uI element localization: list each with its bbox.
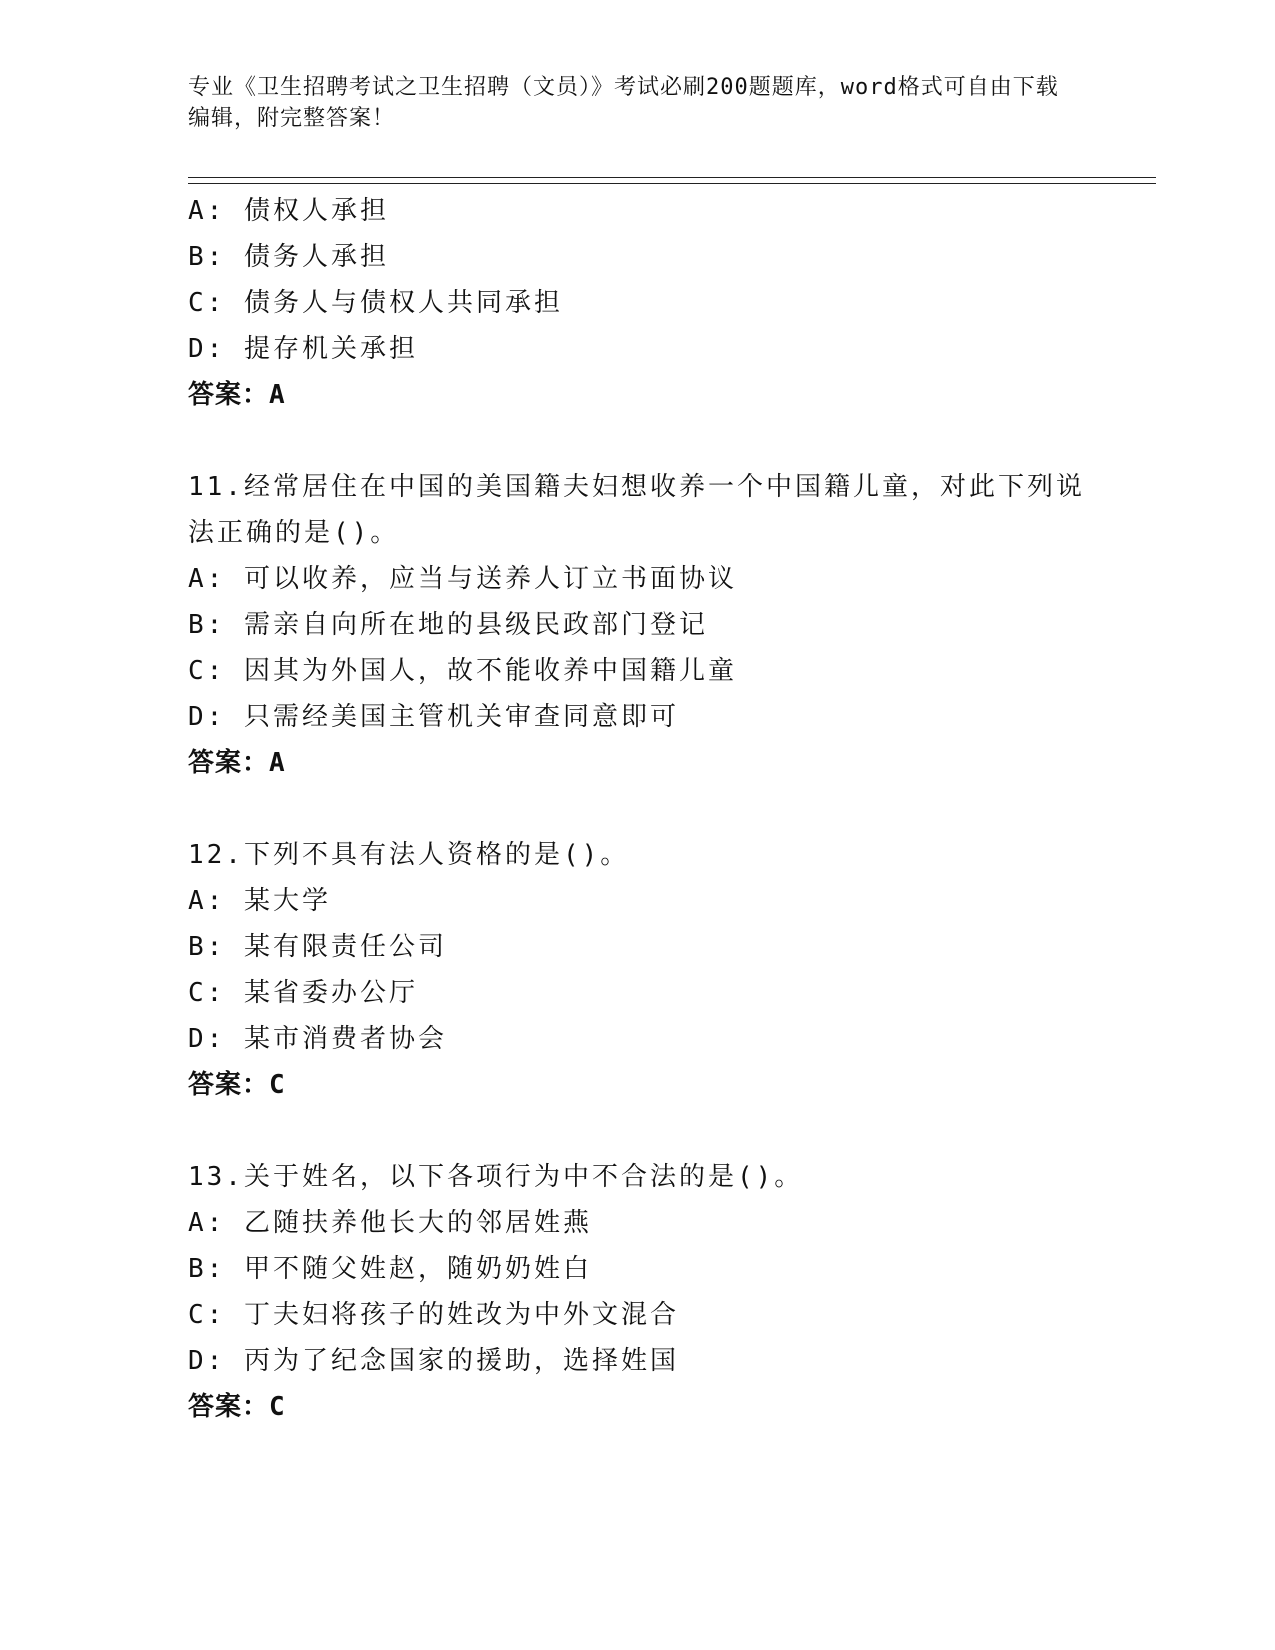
option-d: D: 只需经美国主管机关审查同意即可 bbox=[188, 702, 679, 732]
answer-line: 答案：C bbox=[188, 1392, 286, 1422]
option-a: A: 乙随扶养他长大的邻居姓燕 bbox=[188, 1208, 592, 1238]
option-b: B: 甲不随父姓赵，随奶奶姓白 bbox=[188, 1254, 592, 1284]
header-divider-bottom bbox=[188, 183, 1156, 184]
question-block bbox=[188, 832, 1088, 1108]
option-a: A: 债权人承担 bbox=[188, 196, 389, 226]
option-b: B: 某有限责任公司 bbox=[188, 932, 447, 962]
document-header: 专业《卫生招聘考试之卫生招聘（文员）》考试必刷200题题库，word格式可自由下载编辑，附完整答案！ bbox=[188, 75, 1059, 131]
question-text: 13.关于姓名，以下各项行为中不合法的是()。 bbox=[188, 1162, 804, 1192]
question-list bbox=[188, 188, 1088, 1430]
question-block bbox=[188, 464, 1088, 786]
option-c: C: 债务人与债权人共同承担 bbox=[188, 288, 563, 318]
question-block bbox=[188, 188, 1088, 418]
spacer bbox=[188, 786, 1088, 832]
option-d: D: 提存机关承担 bbox=[188, 334, 418, 364]
option-a: A: 某大学 bbox=[188, 886, 331, 916]
answer-line: 答案：A bbox=[188, 380, 286, 410]
header-divider-top bbox=[188, 177, 1156, 178]
option-a: A: 可以收养，应当与送养人订立书面协议 bbox=[188, 564, 737, 594]
option-d: D: 某市消费者协会 bbox=[188, 1024, 447, 1054]
spacer bbox=[188, 1108, 1088, 1154]
option-b: B: 需亲自向所在地的县级民政部门登记 bbox=[188, 610, 708, 640]
option-c: C: 某省委办公厅 bbox=[188, 978, 418, 1008]
question-text: 11.经常居住在中国的美国籍夫妇想收养一个中国籍儿童，对此下列说法正确的是()。 bbox=[188, 472, 1085, 548]
option-b: B: 债务人承担 bbox=[188, 242, 389, 272]
answer-line: 答案：A bbox=[188, 748, 286, 778]
option-d: D: 丙为了纪念国家的援助，选择姓国 bbox=[188, 1346, 679, 1376]
question-block bbox=[188, 1154, 1088, 1430]
option-c: C: 丁夫妇将孩子的姓改为中外文混合 bbox=[188, 1300, 679, 1330]
question-text: 12.下列不具有法人资格的是()。 bbox=[188, 840, 630, 870]
option-c: C: 因其为外国人，故不能收养中国籍儿童 bbox=[188, 656, 737, 686]
spacer bbox=[188, 418, 1088, 464]
answer-line: 答案：C bbox=[188, 1070, 286, 1100]
